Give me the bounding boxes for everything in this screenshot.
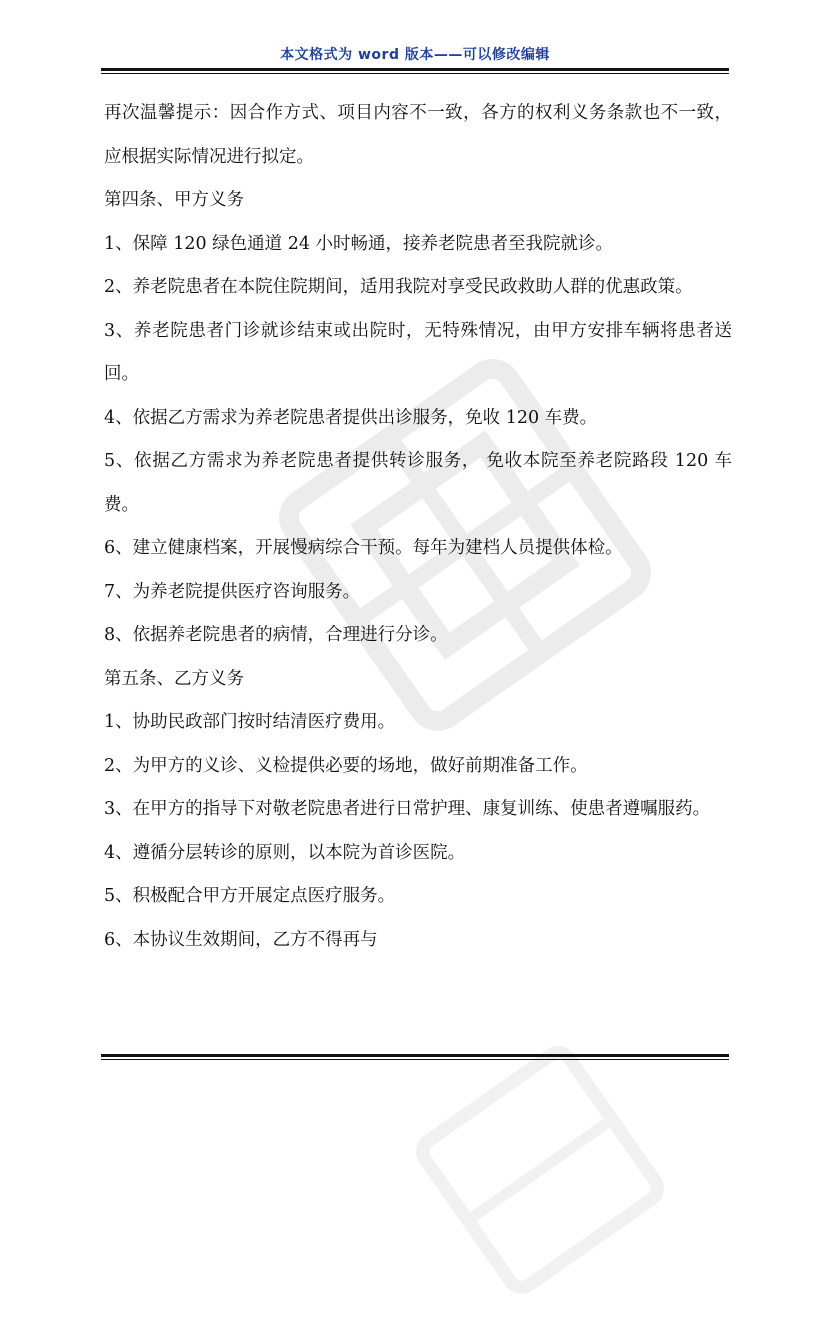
paragraph: 2、养老院患者在本院住院期间，适用我院对享受民政救助人群的优惠政策。 xyxy=(104,277,693,297)
paragraph: 8、依据养老院患者的病情，合理进行分诊。 xyxy=(104,625,448,645)
page-header-banner: 本文格式为 word 版本——可以修改编辑 xyxy=(280,47,550,63)
document-body xyxy=(104,92,732,962)
paragraph: 3、养老院患者门诊就诊结束或出院时，无特殊情况，由甲方安排车辆将患者送回。 xyxy=(104,320,732,384)
paragraph: 5、依据乙方需求为养老院患者提供转诊服务， 免收本院至养老院路段 120 车费。 xyxy=(104,451,732,515)
paragraph: 1、协助民政部门按时结清医疗费用。 xyxy=(104,712,396,732)
paragraph: 再次温馨提示：因合作方式、项目内容不一致，各方的权利义务条款也不一致，应根据实际情况进行拟定。 xyxy=(104,103,732,167)
paragraph: 6、本协议生效期间，乙方不得再与 xyxy=(104,929,378,950)
footer-rule-thin xyxy=(101,1059,729,1060)
paragraph: 6、建立健康档案，开展慢病综合干预。每年为建档人员提供体检。 xyxy=(104,538,623,558)
header-rule-thin xyxy=(101,73,729,74)
section-heading: 第五条、乙方义务 xyxy=(104,668,244,689)
paragraph: 1、保障 120 绿色通道 24 小时畅通，接养老院患者至我院就诊。 xyxy=(104,233,614,254)
header-rule-thick xyxy=(101,68,729,71)
paragraph: 7、为养老院提供医疗咨询服务。 xyxy=(104,581,361,602)
paragraph: 5、积极配合甲方开展定点医疗服务。 xyxy=(104,886,396,906)
paragraph: 4、依据乙方需求为养老院患者提供出诊服务，免收 120 车费。 xyxy=(104,407,598,428)
watermark-graphic-bottom xyxy=(387,1017,693,1323)
section-heading: 第四条、甲方义务 xyxy=(104,190,244,210)
paragraph: 2、为甲方的义诊、义检提供必要的场地，做好前期准备工作。 xyxy=(104,755,588,776)
footer-rule-thick xyxy=(101,1054,729,1057)
paragraph: 3、在甲方的指导下对敬老院患者进行日常护理、康复训练、使患者遵嘱服药。 xyxy=(104,799,711,819)
paragraph: 4、遵循分层转诊的原则，以本院为首诊医院。 xyxy=(104,842,466,863)
